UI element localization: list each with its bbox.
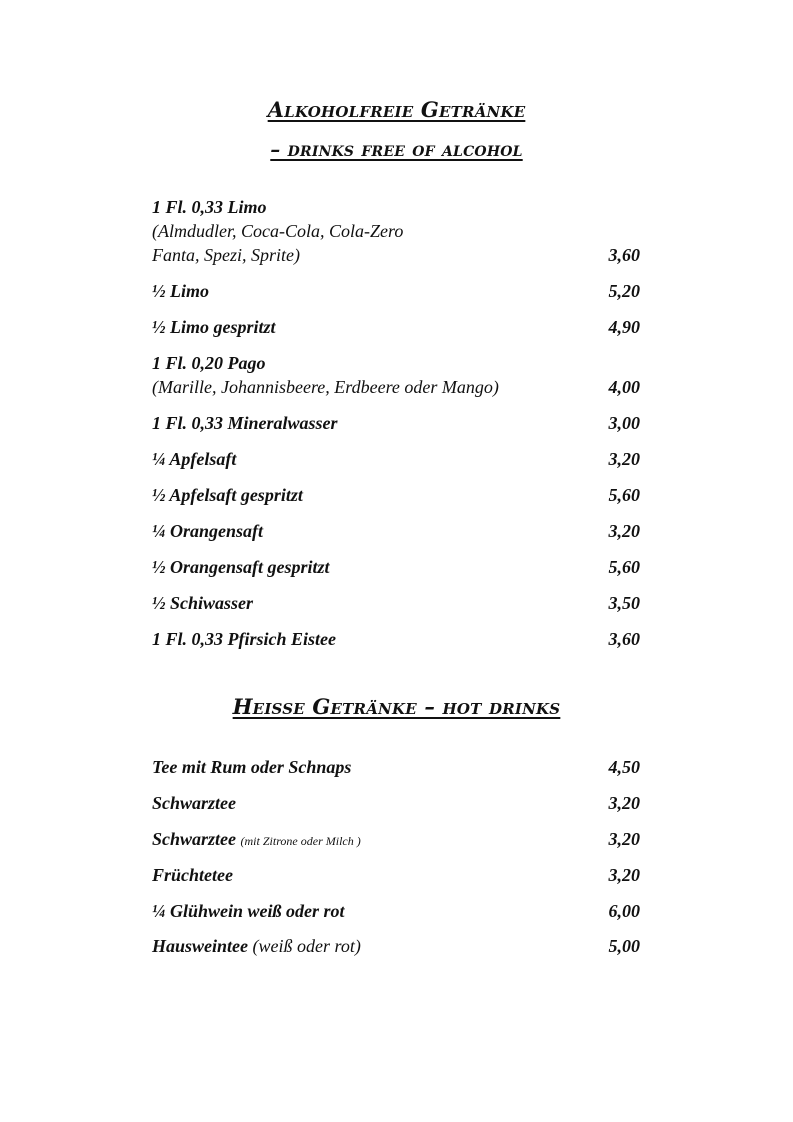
item-name: ½ Limo gespritzt (152, 317, 276, 337)
item-price: 3,20 (608, 449, 640, 469)
item-name: 1 Fl. 0,33 Limo (152, 197, 267, 217)
menu-item (152, 629, 640, 655)
item-name: Tee mit Rum oder Schnaps (152, 757, 352, 777)
menu-item (152, 413, 640, 439)
item-name: ½ Limo (152, 281, 209, 301)
section-title-hot-drinks: Heisse Getränke – hot drinks (232, 694, 561, 719)
item-name: ¼ Orangensaft (152, 521, 264, 541)
item-name: ½ Schiwasser (152, 593, 254, 613)
item-price: 3,20 (608, 829, 640, 849)
item-name: ¼ Glühwein weiß oder rot (152, 901, 345, 921)
item-name (152, 829, 361, 850)
menu-item (152, 901, 640, 927)
item-name: 1 Fl. 0,33 Pfirsich Eistee (152, 629, 336, 649)
item-price: 4,90 (608, 317, 640, 337)
item-note: (weiß oder rot) (252, 936, 361, 956)
menu-item (152, 281, 640, 307)
item-price: 5,00 (608, 936, 640, 956)
item-description: (Almdudler, Coca-Cola, Cola-Zero (152, 221, 404, 241)
item-description: (Marille, Johannisbeere, Erdbeere oder Mango) (152, 377, 499, 397)
item-name: Schwarztee (152, 793, 237, 813)
section-subtitle-nonalcoholic: – drinks free of alcohol (270, 137, 523, 161)
item-price: 4,50 (608, 757, 640, 777)
item-name: Früchtetee (152, 865, 233, 885)
menu-item (152, 557, 640, 583)
menu-item (152, 829, 640, 855)
item-price: 3,60 (608, 629, 640, 649)
menu-item (152, 936, 640, 962)
item-name: 1 Fl. 0,33 Mineralwasser (152, 413, 338, 433)
menu-item (152, 449, 640, 475)
item-price: 3,20 (608, 793, 640, 813)
menu-item (152, 485, 640, 511)
item-price: 3,60 (608, 245, 640, 265)
item-name-text: Schwarztee (152, 829, 237, 849)
item-price: 3,00 (608, 413, 640, 433)
item-price: 3,20 (608, 865, 640, 885)
menu-item (152, 521, 640, 547)
menu-item (152, 865, 640, 891)
item-price: 3,50 (608, 593, 640, 613)
menu-item (152, 593, 640, 619)
item-name: ¼ Apfelsaft (152, 449, 237, 469)
item-price: 5,20 (608, 281, 640, 301)
item-price: 5,60 (608, 485, 640, 505)
section-title-nonalcoholic: Alkoholfreie Getränke (267, 97, 526, 122)
item-name: ½ Orangensaft gespritzt (152, 557, 330, 577)
menu-item (152, 793, 640, 819)
item-name-text: Hausweintee (152, 936, 249, 956)
item-name: 1 Fl. 0,20 Pago (152, 353, 266, 373)
menu-item (152, 353, 640, 405)
menu-item (152, 757, 640, 783)
item-price: 3,20 (608, 521, 640, 541)
item-description: Fanta, Spezi, Sprite) (152, 245, 300, 265)
item-note: (mit Zitrone oder Milch ) (240, 834, 361, 848)
item-price: 6,00 (608, 901, 640, 921)
item-name: ½ Apfelsaft gespritzt (152, 485, 303, 505)
menu-item (152, 197, 640, 275)
item-name (152, 936, 361, 957)
item-price: 4,00 (608, 377, 640, 397)
item-price: 5,60 (608, 557, 640, 577)
menu-item (152, 317, 640, 343)
